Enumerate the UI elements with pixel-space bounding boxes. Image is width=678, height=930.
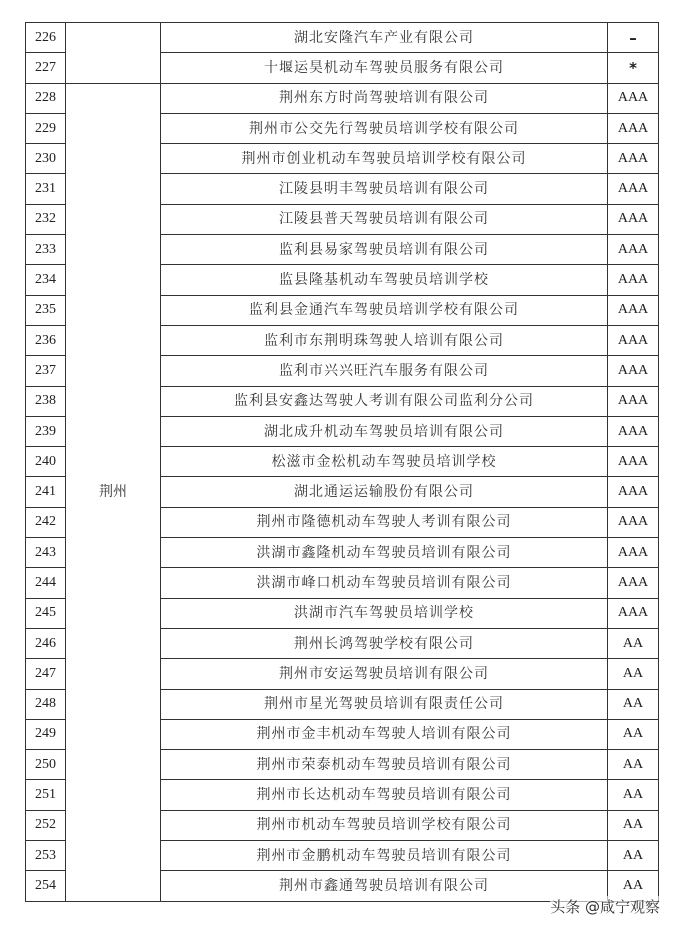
row-number: 249 xyxy=(26,719,66,749)
credit-grade: * xyxy=(608,53,659,83)
watermark: 头条 @咸宁观察 xyxy=(550,898,660,916)
table-row xyxy=(26,83,659,113)
credit-grade: AAA xyxy=(608,144,659,174)
company-name: 湖北通运运输股份有限公司 xyxy=(161,477,608,507)
row-number: 237 xyxy=(26,356,66,386)
credit-grade: AA xyxy=(608,628,659,658)
company-name: 荆州市机动车驾驶员培训学校有限公司 xyxy=(161,810,608,840)
company-name: 荆州市长达机动车驾驶员培训有限公司 xyxy=(161,780,608,810)
company-name: 监利市东荆明珠驾驶人培训有限公司 xyxy=(161,325,608,355)
credit-grade: AA xyxy=(608,750,659,780)
credit-grade: AAA xyxy=(608,356,659,386)
company-name: 十堰运昊机动车驾驶员服务有限公司 xyxy=(161,53,608,83)
credit-grade: AA xyxy=(608,871,659,901)
credit-grade: AAA xyxy=(608,416,659,446)
table-row xyxy=(26,23,659,53)
company-name: 荆州市隆德机动车驾驶人考训有限公司 xyxy=(161,507,608,537)
company-name: 荆州市荣泰机动车驾驶员培训有限公司 xyxy=(161,750,608,780)
credit-grade: AAA xyxy=(608,325,659,355)
row-number: 252 xyxy=(26,810,66,840)
credit-grade: AAA xyxy=(608,507,659,537)
region-cell xyxy=(66,23,161,84)
company-name: 洪湖市汽车驾驶员培训学校 xyxy=(161,598,608,628)
credit-grade: AAA xyxy=(608,598,659,628)
credit-grade: AA xyxy=(608,780,659,810)
credit-grade: AAA xyxy=(608,477,659,507)
credit-grade: – xyxy=(608,23,659,53)
company-name: 监利县安鑫达驾驶人考训有限公司监利分公司 xyxy=(161,386,608,416)
row-number: 231 xyxy=(26,174,66,204)
credit-grade: AA xyxy=(608,719,659,749)
company-name: 江陵县普天驾驶员培训有限公司 xyxy=(161,204,608,234)
credit-grade: AA xyxy=(608,689,659,719)
company-name: 荆州东方时尚驾驶培训有限公司 xyxy=(161,83,608,113)
company-name: 湖北安隆汽车产业有限公司 xyxy=(161,23,608,53)
company-name: 监利市兴兴旺汽车服务有限公司 xyxy=(161,356,608,386)
credit-grade: AAA xyxy=(608,295,659,325)
row-number: 227 xyxy=(26,53,66,83)
row-number: 228 xyxy=(26,83,66,113)
rating-table-body xyxy=(26,23,659,902)
row-number: 241 xyxy=(26,477,66,507)
credit-grade: AAA xyxy=(608,174,659,204)
row-number: 242 xyxy=(26,507,66,537)
credit-grade: AAA xyxy=(608,447,659,477)
company-name: 荆州市金丰机动车驾驶人培训有限公司 xyxy=(161,719,608,749)
credit-grade: AA xyxy=(608,810,659,840)
row-number: 230 xyxy=(26,144,66,174)
credit-grade: AAA xyxy=(608,386,659,416)
row-number: 238 xyxy=(26,386,66,416)
credit-grade: AAA xyxy=(608,204,659,234)
row-number: 239 xyxy=(26,416,66,446)
row-number: 232 xyxy=(26,204,66,234)
company-name: 荆州长鸿驾驶学校有限公司 xyxy=(161,628,608,658)
row-number: 236 xyxy=(26,325,66,355)
credit-grade: AAA xyxy=(608,265,659,295)
row-number: 244 xyxy=(26,568,66,598)
company-name: 监利县易家驾驶员培训有限公司 xyxy=(161,235,608,265)
row-number: 226 xyxy=(26,23,66,53)
company-name: 湖北成升机动车驾驶员培训有限公司 xyxy=(161,416,608,446)
company-name: 荆州市公交先行驾驶员培训学校有限公司 xyxy=(161,113,608,143)
company-name: 荆州市安运驾驶员培训有限公司 xyxy=(161,659,608,689)
row-number: 233 xyxy=(26,235,66,265)
company-name: 荆州市星光驾驶员培训有限责任公司 xyxy=(161,689,608,719)
company-name: 荆州市鑫通驾驶员培训有限公司 xyxy=(161,871,608,901)
company-name: 荆州市金鹏机动车驾驶员培训有限公司 xyxy=(161,841,608,871)
row-number: 253 xyxy=(26,841,66,871)
row-number: 234 xyxy=(26,265,66,295)
row-number: 247 xyxy=(26,659,66,689)
row-number: 250 xyxy=(26,750,66,780)
credit-grade: AAA xyxy=(608,568,659,598)
region-cell: 荆州 xyxy=(66,83,161,901)
company-name: 监县隆基机动车驾驶员培训学校 xyxy=(161,265,608,295)
row-number: 248 xyxy=(26,689,66,719)
row-number: 240 xyxy=(26,447,66,477)
row-number: 229 xyxy=(26,113,66,143)
company-name: 松滋市金松机动车驾驶员培训学校 xyxy=(161,447,608,477)
row-number: 251 xyxy=(26,780,66,810)
rating-table xyxy=(25,22,659,902)
company-name: 江陵县明丰驾驶员培训有限公司 xyxy=(161,174,608,204)
row-number: 245 xyxy=(26,598,66,628)
credit-grade: AA xyxy=(608,659,659,689)
credit-grade: AA xyxy=(608,841,659,871)
company-name: 洪湖市鑫隆机动车驾驶员培训有限公司 xyxy=(161,538,608,568)
credit-grade: AAA xyxy=(608,235,659,265)
company-name: 洪湖市峰口机动车驾驶员培训有限公司 xyxy=(161,568,608,598)
row-number: 254 xyxy=(26,871,66,901)
credit-grade: AAA xyxy=(608,113,659,143)
row-number: 235 xyxy=(26,295,66,325)
credit-grade: AAA xyxy=(608,83,659,113)
company-name: 监利县金通汽车驾驶员培训学校有限公司 xyxy=(161,295,608,325)
row-number: 246 xyxy=(26,628,66,658)
row-number: 243 xyxy=(26,538,66,568)
company-name: 荆州市创业机动车驾驶员培训学校有限公司 xyxy=(161,144,608,174)
credit-grade: AAA xyxy=(608,538,659,568)
